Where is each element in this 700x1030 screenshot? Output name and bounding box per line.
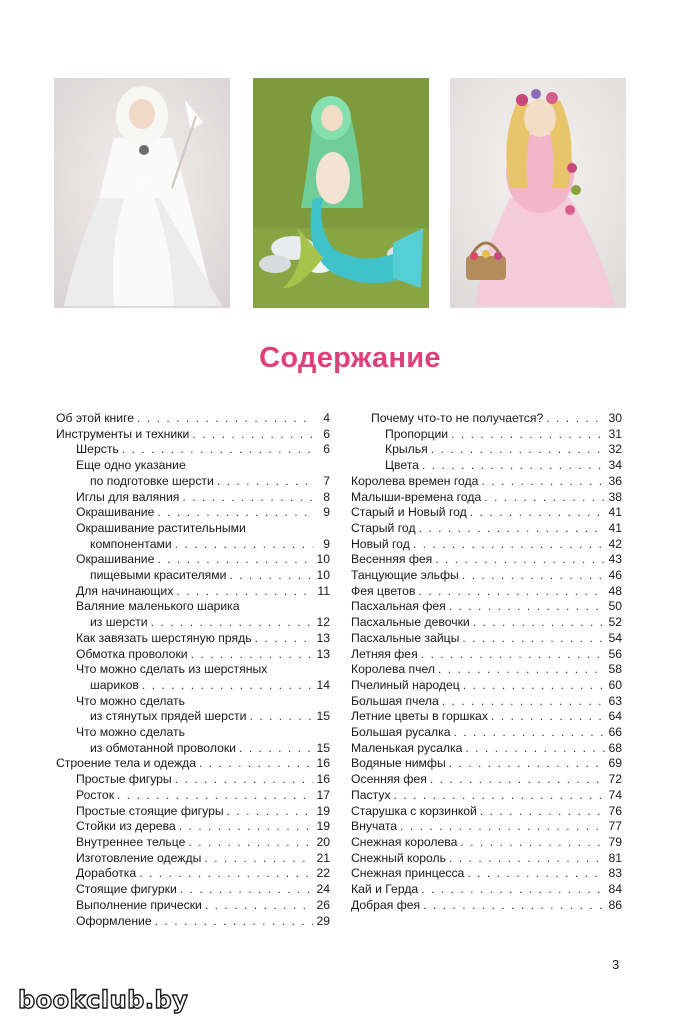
toc-entry: [56, 631, 330, 647]
toc-entry-page: 54: [608, 630, 622, 645]
toc-entry-title: Фея цветов: [351, 583, 416, 598]
toc-leader-dots: [394, 788, 605, 804]
toc-entry-page: 22: [316, 866, 330, 881]
toc-entry: [56, 914, 330, 930]
toc-entry-title: Пасхальная фея: [351, 599, 446, 614]
toc-leader-dots: [204, 851, 313, 867]
toc-entry-page: 13: [316, 630, 330, 645]
toc-leader-dots: [157, 505, 313, 521]
toc-entry: [351, 898, 622, 914]
toc-leader-dots: [491, 709, 605, 725]
toc-entry: [56, 442, 330, 458]
toc-entry: [56, 772, 330, 788]
toc-entry-page: 10: [316, 552, 330, 567]
toc-leader-dots: [418, 584, 605, 600]
toc-entry-title: Окрашивание растительными: [76, 520, 246, 535]
mermaid-doll-photo: [253, 78, 429, 308]
toc-entry: [351, 678, 622, 694]
toc-leader-dots: [117, 788, 313, 804]
toc-leader-dots: [484, 490, 605, 506]
toc-entry-title: Старушка с корзинкой: [351, 803, 477, 818]
flower-fairy-doll-photo: [450, 78, 626, 308]
toc-entry-page: 9: [323, 505, 330, 520]
toc-right-column: [351, 411, 622, 914]
toc-entry-page: 66: [608, 725, 622, 740]
toc-entry-title: компонентами: [90, 536, 172, 551]
toc-entry-page: 60: [608, 677, 622, 692]
toc-leader-dots: [142, 678, 313, 694]
toc-entry-title: Шерсть: [76, 442, 119, 457]
toc-entry-page: 29: [316, 913, 330, 928]
toc-entry-page: 7: [323, 473, 330, 488]
toc-leader-dots: [453, 725, 605, 741]
toc-entry-title: Оформление: [76, 913, 152, 928]
toc-entry: [56, 647, 330, 663]
toc-entry-title: Внутреннее тельце: [76, 834, 186, 849]
toc-entry-page: 15: [316, 709, 330, 724]
toc-leader-dots: [462, 631, 605, 647]
toc-entry-page: 16: [316, 772, 330, 787]
toc-entry-page: 31: [608, 426, 622, 441]
toc-entry-title: Старый и Новый год: [351, 505, 467, 520]
toc-entry-title: Инструменты и техники: [56, 426, 190, 441]
toc-entry-page: 48: [608, 583, 622, 598]
toc-entry-title: Малыши-времена года: [351, 489, 482, 504]
toc-leader-dots: [467, 866, 605, 882]
toc-entry: [56, 694, 330, 725]
toc-entry-page: 13: [316, 646, 330, 661]
toc-entry-title: Простые стоящие фигуры: [76, 803, 224, 818]
toc-entry: [351, 725, 622, 741]
toc-entry-title: Стойки из дерева: [76, 819, 176, 834]
toc-leader-dots: [481, 474, 605, 490]
toc-leader-dots: [422, 458, 605, 474]
toc-leader-dots: [449, 756, 605, 772]
toc-entry: [56, 662, 330, 693]
toc-leader-dots: [449, 851, 605, 867]
toc-entry-title: Окрашивание: [76, 552, 155, 567]
toc-leader-dots: [239, 741, 313, 757]
toc-leader-dots: [451, 427, 605, 443]
toc-entry: [351, 804, 622, 820]
toc-entry-title: Добрая фея: [351, 897, 421, 912]
toc-entry-title: Весенняя фея: [351, 552, 433, 567]
toc-leader-dots: [157, 552, 313, 568]
toc-entry-page: 9: [323, 536, 330, 551]
toc-entry: [56, 599, 330, 630]
toc-entry-title: Доработка: [76, 866, 137, 881]
site-watermark: bookclub.by: [18, 986, 189, 1014]
toc-entry-title: Летние цветы в горшках: [351, 709, 488, 724]
toc-entry-title: Росток: [76, 787, 115, 802]
toc-leader-dots: [182, 490, 313, 506]
toc-entry: [351, 741, 622, 757]
toc-entry: [351, 411, 622, 427]
toc-entry-title: Королева пчел: [351, 662, 435, 677]
toc-entry: [351, 599, 622, 615]
toc-entry-page: 14: [316, 677, 330, 692]
toc-entry-title: Кай и Герда: [351, 882, 419, 897]
toc-entry-title: шариков: [90, 677, 139, 692]
toc-entry: [56, 851, 330, 867]
toc-entry-page: 64: [608, 709, 622, 724]
toc-entry-title: Окрашивание: [76, 505, 155, 520]
toc-entry-page: 81: [608, 850, 622, 865]
toc-entry-title: Крылья: [385, 442, 428, 457]
toc-entry: [351, 662, 622, 678]
toc-entry-title: Выполнение прически: [76, 897, 202, 912]
toc-entry: [351, 521, 622, 537]
toc-entry: [56, 490, 330, 506]
toc-leader-dots: [199, 756, 313, 772]
toc-entry: [56, 411, 330, 427]
toc-leader-dots: [175, 537, 313, 553]
toc-entry-title: Изготовление одежды: [76, 850, 202, 865]
toc-entry-title: Еще одно указание: [76, 458, 186, 473]
toc-entry: [351, 584, 622, 600]
toc-entry: [351, 772, 622, 788]
toc-entry-title: Что можно сделать: [76, 725, 185, 740]
toc-entry-page: 6: [323, 442, 330, 457]
toc-entry-page: 63: [608, 693, 622, 708]
toc-entry: [351, 788, 622, 804]
toc-entry: [56, 804, 330, 820]
toc-entry-title: Большая русалка: [351, 725, 451, 740]
toc-entry-title: Почему что-то не получается?: [371, 411, 544, 425]
toc-entry-page: 72: [608, 772, 622, 787]
toc-leader-dots: [191, 647, 313, 663]
toc-leader-dots: [227, 804, 313, 820]
toc-entry: [351, 851, 622, 867]
toc-entry: [351, 458, 622, 474]
toc-entry-page: 26: [316, 897, 330, 912]
toc-leader-dots: [217, 474, 313, 490]
toc-entry-page: 32: [608, 442, 622, 457]
toc-entry-title: Осенняя фея: [351, 772, 427, 787]
toc-entry: [56, 505, 330, 521]
toc-leader-dots: [423, 898, 605, 914]
toc-leader-dots: [473, 615, 605, 631]
toc-entry-page: 17: [316, 787, 330, 802]
toc-entry-page: 86: [608, 897, 622, 912]
toc-entry: [56, 898, 330, 914]
snow-queen-doll-photo: [54, 78, 230, 308]
toc-leader-dots: [180, 882, 313, 898]
toc-entry-page: 69: [608, 756, 622, 771]
toc-entry-title: Обмотка проволоки: [76, 646, 188, 661]
toc-entry-page: 11: [317, 583, 330, 598]
toc-entry: [56, 427, 330, 443]
toc-entry-page: 76: [608, 803, 622, 818]
toc-entry-page: 41: [608, 505, 622, 520]
toc-leader-dots: [205, 898, 313, 914]
toc-entry: [351, 756, 622, 772]
toc-leader-dots: [438, 662, 605, 678]
toc-entry-title: Иглы для валяния: [76, 489, 180, 504]
toc-entry-page: 77: [608, 819, 622, 834]
toc-entry: [351, 631, 622, 647]
toc-entry-title: Об этой книге: [56, 411, 135, 425]
toc-entry: [56, 756, 330, 772]
toc-entry-page: 12: [316, 615, 330, 630]
toc-entry-title: Пастух: [351, 787, 391, 802]
toc-entry: [351, 709, 622, 725]
toc-entry: [56, 584, 330, 600]
toc-entry: [56, 552, 330, 583]
toc-entry-title: Внучата: [351, 819, 398, 834]
toc-entry: [351, 490, 622, 506]
toc-entry-title: Валяние маленького шарика: [76, 599, 240, 614]
toc-leader-dots: [430, 772, 605, 788]
toc-leader-dots: [155, 914, 313, 930]
toc-leader-dots: [249, 709, 313, 725]
page-number: 3: [612, 957, 620, 972]
toc-leader-dots: [421, 882, 605, 898]
toc-entry-page: 24: [316, 882, 330, 897]
toc-leader-dots: [419, 521, 605, 537]
toc-entry-page: 4: [323, 411, 330, 425]
toc-leader-dots: [122, 442, 313, 458]
toc-entry-page: 19: [316, 819, 330, 834]
page-title: Содержание: [259, 342, 441, 374]
toc-entry-title: Летняя фея: [351, 646, 418, 661]
toc-entry-title: из шерсти: [90, 615, 148, 630]
toc-entry-title: Как завязать шерстяную прядь: [76, 630, 252, 645]
toc-entry-page: 74: [608, 787, 622, 802]
toc-entry-title: пищевыми красителями: [90, 568, 227, 583]
toc-entry: [351, 882, 622, 898]
toc-entry-page: 8: [323, 489, 330, 504]
toc-entry-title: Снежная королева: [351, 834, 458, 849]
toc-leader-dots: [176, 584, 313, 600]
toc-entry-title: Снежная принцесса: [351, 866, 465, 881]
toc-leader-dots: [546, 411, 605, 427]
toc-leader-dots: [413, 537, 605, 553]
toc-entry: [56, 458, 330, 489]
toc-entry: [56, 819, 330, 835]
toc-entry: [351, 694, 622, 710]
toc-entry-page: 21: [316, 850, 330, 865]
toc-entry-title: Снежный король: [351, 850, 447, 865]
toc-leader-dots: [465, 741, 605, 757]
toc-entry-title: из стянутых прядей шерсти: [90, 709, 247, 724]
toc-leader-dots: [480, 804, 605, 820]
toc-leader-dots: [179, 819, 313, 835]
toc-entry: [56, 725, 330, 756]
toc-leader-dots: [470, 505, 605, 521]
toc-entry: [351, 427, 622, 443]
toc-entry-title: Старый год: [351, 520, 416, 535]
toc-entry-title: Для начинающих: [76, 583, 174, 598]
toc-entry-page: 50: [608, 599, 622, 614]
toc-leader-dots: [431, 442, 605, 458]
toc-entry-page: 58: [608, 662, 622, 677]
toc-entry-title: Простые фигуры: [76, 772, 172, 787]
toc-leader-dots: [435, 552, 605, 568]
toc-entry-title: Пасхальные девочки: [351, 615, 470, 630]
toc-entry-page: 30: [608, 411, 622, 425]
toc-entry-page: 46: [608, 568, 622, 583]
toc-leader-dots: [137, 411, 313, 427]
toc-leader-dots: [421, 647, 605, 663]
toc-entry-page: 56: [608, 646, 622, 661]
toc-entry-title: Водяные нимфы: [351, 756, 446, 771]
toc-entry-title: Строение тела и одежда: [56, 756, 197, 771]
toc-entry-title: Стоящие фигурки: [76, 882, 177, 897]
toc-entry-title: Маленькая русалка: [351, 740, 463, 755]
toc-entry: [351, 442, 622, 458]
toc-leader-dots: [400, 819, 605, 835]
toc-entry-page: 15: [316, 740, 330, 755]
toc-entry: [351, 866, 622, 882]
toc-entry-page: 19: [316, 803, 330, 818]
toc-leader-dots: [229, 568, 313, 584]
toc-entry-title: Новый год: [351, 536, 410, 551]
toc-entry-title: Пасхальные зайцы: [351, 630, 460, 645]
toc-entry: [351, 568, 622, 584]
toc-entry: [56, 521, 330, 552]
toc-entry-page: 43: [608, 552, 622, 567]
toc-entry-page: 36: [608, 473, 622, 488]
toc-entry: [351, 505, 622, 521]
toc-entry-title: Что можно сделать: [76, 693, 185, 708]
toc-entry: [351, 537, 622, 553]
toc-entry-title: Что можно сделать из шерстяных: [76, 662, 268, 677]
toc-leader-dots: [442, 694, 605, 710]
toc-entry: [351, 819, 622, 835]
toc-entry-page: 10: [316, 568, 330, 583]
toc-entry-page: 52: [608, 615, 622, 630]
toc-entry-title: Королева времен года: [351, 473, 479, 488]
toc-entry-title: Цвета: [385, 458, 419, 473]
toc-leader-dots: [463, 678, 605, 694]
toc-entry: [56, 882, 330, 898]
toc-entry-title: Танцующие эльфы: [351, 568, 459, 583]
toc-leader-dots: [462, 568, 605, 584]
toc-entry-page: 34: [608, 458, 622, 473]
toc-entry-page: 42: [608, 536, 622, 551]
toc-leader-dots: [151, 615, 313, 631]
toc-entry-title: Большая пчела: [351, 693, 439, 708]
toc-entry: [351, 474, 622, 490]
toc-entry-title: из обмотанной проволоки: [90, 740, 236, 755]
toc-entry-page: 6: [323, 426, 330, 441]
toc-leader-dots: [449, 599, 605, 615]
toc-entry-title: Пропорции: [385, 426, 449, 441]
toc-entry-title: Пчелиный народец: [351, 677, 460, 692]
toc-entry: [351, 552, 622, 568]
toc-entry-page: 41: [608, 520, 622, 535]
toc-leader-dots: [139, 866, 313, 882]
toc-entry-page: 79: [608, 834, 622, 849]
toc-left-column: [56, 411, 330, 929]
toc-entry: [56, 788, 330, 804]
toc-entry-page: 84: [608, 882, 622, 897]
toc-leader-dots: [192, 427, 313, 443]
toc-leader-dots: [255, 631, 313, 647]
toc-leader-dots: [188, 835, 313, 851]
toc-entry: [351, 835, 622, 851]
toc-entry: [351, 615, 622, 631]
toc-entry: [56, 835, 330, 851]
toc-entry: [351, 647, 622, 663]
toc-entry-page: 68: [608, 740, 622, 755]
toc-entry-page: 38: [608, 489, 622, 504]
toc-leader-dots: [175, 772, 313, 788]
toc-entry: [56, 866, 330, 882]
toc-entry-title: по подготовке шерсти: [90, 473, 214, 488]
toc-entry-page: 16: [316, 756, 330, 771]
toc-entry-page: 20: [316, 834, 330, 849]
toc-entry-page: 83: [608, 866, 622, 881]
toc-leader-dots: [460, 835, 605, 851]
